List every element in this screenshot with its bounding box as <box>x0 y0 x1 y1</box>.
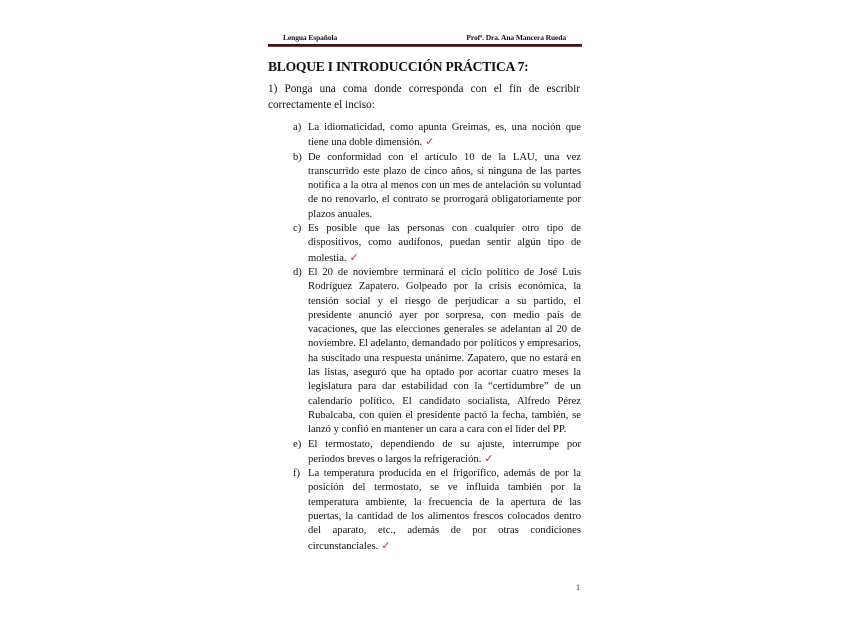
checkmark-icon: ✓ <box>425 135 435 149</box>
item-letter: c) <box>293 223 302 235</box>
header-author: Profª. Dra. Ana Mancera Rueda <box>466 33 566 42</box>
header-course: Lengua Española <box>283 33 338 42</box>
header-rule-accent <box>268 46 582 47</box>
item-letter: d) <box>293 266 302 278</box>
exercise-list <box>293 121 581 554</box>
exercise-item-a <box>293 121 581 151</box>
exercise-item-f <box>293 467 581 554</box>
item-letter: b) <box>293 151 302 163</box>
item-text: El 20 de noviembre terminará el ciclo político de José Luis Rodríguez Zapatero. Golpeado por la crisis económica, la tensión social y el riesgo de perjudicar a su partido, el presidente anunció ayer por sorpresa, con medio país de vacaciones, que las elecciones generales se adelantan al 20 de noviembre. El adelanto, demandado por políticos y empresarios, ha suscitado una respuesta unánime. Zapatero, que no estará en las listas, aseguró que ha optado por acortar cuatro meses la legislatura para dar estabilidad con la “certidumbre” de un calendario político. El candidato socialista, Alfredo Pérez Rubalcaba, con quien el presidente pactó la fecha, también, se lanzó y confió en mantener un cara a cara con el líder del PP. <box>308 266 582 436</box>
exercise-item-d <box>293 266 581 438</box>
exercise-instruction: 1) Ponga una coma donde corresponda con el fin de escribir correctamente el inciso: <box>268 83 580 111</box>
exercise-item-c <box>293 222 581 266</box>
exercise-item-b <box>293 151 581 222</box>
exercise-item-e <box>293 438 581 468</box>
page-number: 1 <box>576 583 580 592</box>
item-text: Es posible que las personas con cualquier otro tipo de dispositivos, como audífonos, puedan sentir algún tipo de molestia. <box>308 223 581 264</box>
checkmark-icon: ✓ <box>484 451 494 465</box>
section-title: BLOQUE I INTRODUCCIÓN PRÁCTICA 7: <box>268 59 529 74</box>
item-letter: e) <box>293 438 302 450</box>
item-text: El termostato, dependiendo de su ajuste, interrumpe por periodos breves o largos la refrigeración. <box>308 438 581 465</box>
checkmark-icon: ✓ <box>381 538 391 552</box>
item-letter: a) <box>293 122 302 133</box>
item-text: La idiomaticidad, como apunta Greimas, es, una noción que tiene una doble dimensión. <box>308 122 581 149</box>
item-text: La temperatura producida en el frigorífico, además de por la posición del termostato, se ve influida también por la temperatura ambiente, la frecuencia de la apertura de las puertas, la cantidad de los alimentos frescos colocados dentro del aparato, etc., además de por otras condiciones circunstanciales. <box>308 468 581 552</box>
item-text: De conformidad con el artículo 10 de la LAU, una vez transcurrido este plazo de cinco años, si ninguna de las partes notifica a la otra al menos con un mes de antelación su voluntad de no renovarlo, el contrato se prorrogará obligatoriamente por plazos anuales. <box>308 151 581 220</box>
checkmark-icon: ✓ <box>349 250 359 264</box>
item-letter: f) <box>293 468 301 480</box>
